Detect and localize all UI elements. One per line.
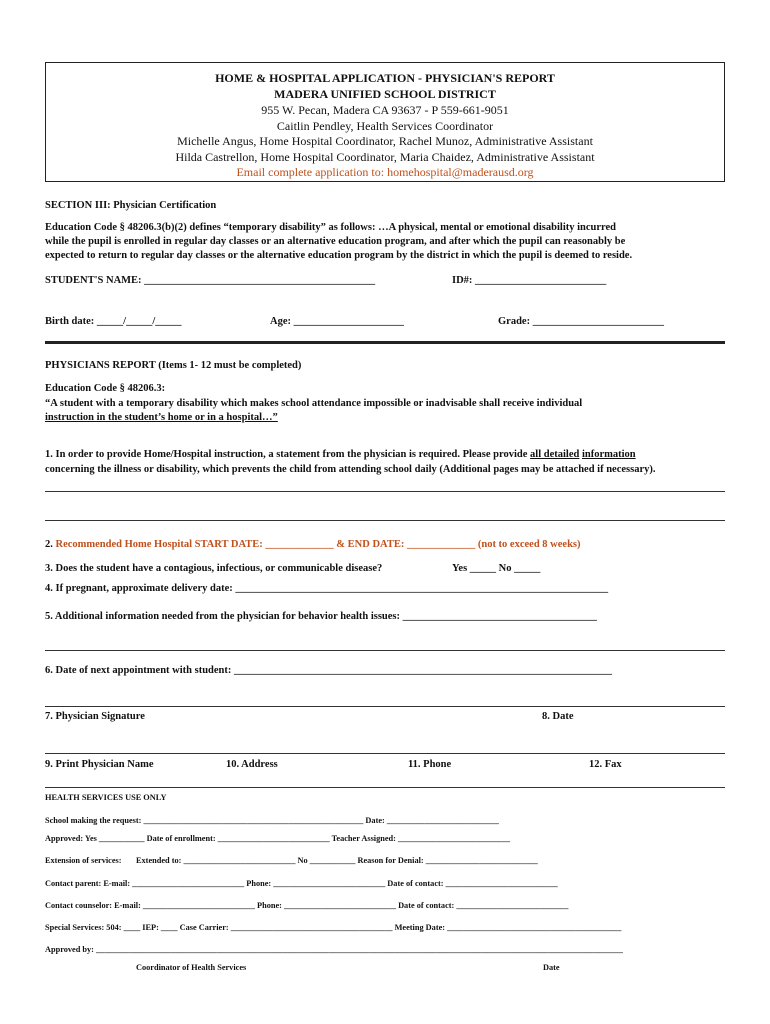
district-name: MADERA UNIFIED SCHOOL DISTRICT — [274, 87, 496, 101]
contact-counselor-row[interactable]: Contact counselor: E-mail: ___________________________ Phone: ___________________________ Date of contact: ___________________________ — [45, 901, 569, 910]
student-id-field[interactable]: ID#: _________________________ — [452, 275, 607, 286]
quote-line-1: “A student with a temporary disability which makes school attendance impossible or inadvisable shall receive individual — [45, 398, 583, 409]
definition-line-3: expected to return to regular day classes or the alternative education program by the district in which the pupil is deemed to reside. — [45, 250, 633, 261]
email-instruction: Email complete application to: homehospital@maderausd.org — [236, 165, 534, 179]
section-divider — [45, 341, 725, 344]
all-detailed-emphasis: all detailed — [530, 449, 580, 460]
staff-line-1: Michelle Angus, Home Hospital Coordinator, Rachel Munoz, Administrative Assistant — [177, 134, 593, 148]
coordinator-label: Coordinator of Health Services — [136, 963, 247, 972]
question-1 — [45, 449, 636, 460]
birth-date-field[interactable]: Birth date: _____/_____/_____ — [45, 316, 182, 327]
question-8: 8. Date — [542, 711, 574, 722]
answer-line-2[interactable] — [45, 520, 725, 521]
health-services-title: HEALTH SERVICES USE ONLY — [45, 793, 167, 802]
coordinator-line: Caitlin Pendley, Health Services Coordinator — [276, 119, 494, 133]
definition-line-1: Education Code § 48206.3(b)(2) defines “temporary disability” as follows: …A physical, mental or emotional disability incurred — [45, 222, 616, 233]
question-1-text: 1. In order to provide Home/Hospital instruction, a statement from the physician is required. Please provide — [45, 449, 531, 460]
contact-line[interactable] — [45, 787, 725, 788]
question-4[interactable]: 4. If pregnant, approximate delivery date: _______________________________________________________________________ — [45, 583, 609, 594]
answer-line-1[interactable] — [45, 491, 725, 492]
question-11: 11. Phone — [408, 759, 452, 770]
school-request-row[interactable]: School making the request: _____________________________________________________ Date: ___________________________ — [45, 816, 499, 825]
district-address: 955 W. Pecan, Madera CA 93637 - P 559-661-9051 — [261, 103, 509, 117]
question-2[interactable] — [45, 539, 581, 550]
approved-row[interactable]: Approved: Yes ___________ Date of enrollment: ___________________________ Teacher Assigned: ___________________________ — [45, 834, 511, 843]
date-label: Date — [543, 963, 560, 972]
question-3: 3. Does the student have a contagious, infectious, or communicable disease? — [45, 563, 383, 574]
form-title: HOME & HOSPITAL APPLICATION - PHYSICIAN'S REPORT — [215, 71, 555, 85]
student-name-field[interactable]: STUDENT'S NAME: ____________________________________________ — [45, 275, 376, 286]
question-5[interactable]: 5. Additional information needed from the physician for behavior health issues: _____________________________________ — [45, 611, 597, 622]
extension-row[interactable]: Extended to: ___________________________ No ___________ Reason for Denial: ___________________________ — [136, 856, 538, 865]
question-2-text: Recommended Home Hospital START DATE: _____________ & END DATE: _____________ (not to exceed 8 weeks) — [55, 539, 581, 550]
signature-line[interactable] — [45, 753, 725, 754]
question-7: 7. Physician Signature — [45, 711, 145, 722]
question-9: 9. Print Physician Name — [45, 759, 154, 770]
approved-by-row[interactable]: Approved by: _______________________________________________________________________________________________________________________________ — [45, 945, 623, 954]
header-box — [45, 62, 725, 182]
extension-label: Extension of services: — [45, 856, 122, 865]
question-2-number: 2. — [45, 539, 56, 550]
grade-field[interactable]: Grade: _________________________ — [498, 316, 664, 327]
question-12: 12. Fax — [589, 759, 622, 770]
answer-line-6[interactable] — [45, 706, 725, 707]
answer-line-5[interactable] — [45, 650, 725, 651]
contact-parent-row[interactable]: Contact parent: E-mail: ___________________________ Phone: ___________________________ Date of contact: ___________________________ — [45, 879, 558, 888]
age-field[interactable]: Age: _____________________ — [270, 316, 404, 327]
section-title: SECTION III: Physician Certification — [45, 200, 217, 211]
contagious-yes-no[interactable]: Yes _____ No _____ — [452, 563, 541, 574]
information-emphasis: information — [581, 449, 636, 460]
quote-line-2: instruction in the student’s home or in a hospital…” — [45, 412, 278, 423]
question-1-cont: concerning the illness or disability, which prevents the child from attending school daily (Additional pages may be attached if necessary). — [45, 464, 656, 475]
report-title: PHYSICIANS REPORT (Items 1- 12 must be completed) — [45, 360, 302, 371]
report-code: Education Code § 48206.3: — [45, 383, 166, 394]
definition-line-2: while the pupil is enrolled in regular day classes or an alternative education program, and after which the pupil can reasonably be — [45, 236, 626, 247]
question-6[interactable]: 6. Date of next appointment with student: ________________________________________________________________________ — [45, 665, 612, 676]
special-services-row[interactable]: Special Services: 504: ____ IEP: ____ Case Carrier: _______________________________________ Meeting Date: __________________________________________ — [45, 923, 622, 932]
question-10: 10. Address — [226, 759, 278, 770]
staff-line-2: Hilda Castrellon, Home Hospital Coordinator, Maria Chaidez, Administrative Assistant — [175, 150, 595, 164]
